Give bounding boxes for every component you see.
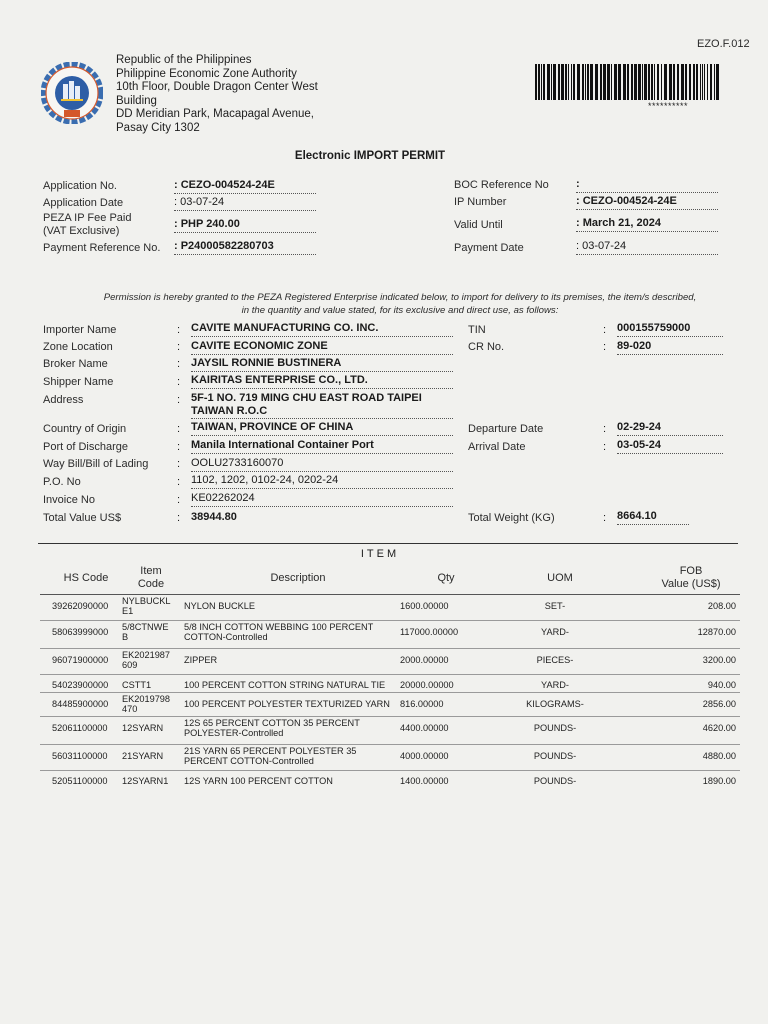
address-line: 5F-1 NO. 719 MING CHU EAST ROAD TAIPEI xyxy=(191,392,422,404)
permission-statement xyxy=(40,292,760,317)
header-line: Item xyxy=(140,565,162,577)
waybill-value: OOLU2733160070 xyxy=(191,457,453,472)
ip-number-label: IP Number xyxy=(454,196,507,208)
address-value xyxy=(191,392,453,419)
item-code-cell: E1 xyxy=(122,606,134,616)
qty-cell: 1400.00000 xyxy=(400,776,449,786)
description-cell: COTTON-Controlled xyxy=(184,632,268,642)
form-code: EZO.F.012 xyxy=(697,38,750,50)
colon: : xyxy=(603,341,607,353)
valid-until-label: Valid Until xyxy=(454,219,503,231)
document-title: Electronic IMPORT PERMIT xyxy=(294,150,446,162)
table-row-divider xyxy=(40,692,740,693)
uom-cell: PIECES- xyxy=(536,655,574,665)
uom-cell: POUNDS- xyxy=(533,776,577,786)
hs-code-cell: 84485900000 xyxy=(52,699,109,709)
header-qty: Qty xyxy=(437,572,455,584)
items-title: ITEM xyxy=(360,548,400,560)
total-weight-label: Total Weight (KG) xyxy=(468,512,555,524)
tin-value: 000155759000 xyxy=(617,322,723,337)
hs-code-cell: 54023900000 xyxy=(52,680,109,690)
payment-ref-label: Payment Reference No. xyxy=(43,242,161,254)
uom-cell: YARD- xyxy=(541,627,569,637)
permission-line: Permission is hereby granted to the PEZA Registered Enterprise indicated below, to import for delivery to its premises, the item/s described, xyxy=(103,292,697,303)
item-code-cell: 470 xyxy=(122,704,138,714)
importer-label: Importer Name xyxy=(43,324,117,336)
description-cell: 100 PERCENT COTTON STRING NATURAL TIE xyxy=(184,680,386,690)
origin-label: Country of Origin xyxy=(43,423,127,435)
fob-value-cell: 12870.00 xyxy=(697,627,736,637)
authority-address xyxy=(116,54,356,136)
uom-cell: KILOGRAMS- xyxy=(526,699,584,709)
uom-cell: YARD- xyxy=(541,680,569,690)
item-code-cell: 5/8CTNWE xyxy=(122,622,169,632)
table-row-divider xyxy=(40,770,740,771)
header-line: FOB xyxy=(679,565,703,577)
zone-value: CAVITE ECONOMIC ZONE xyxy=(191,340,453,355)
header-description: Description xyxy=(270,572,326,584)
importer-value: CAVITE MANUFACTURING CO. INC. xyxy=(191,322,453,337)
item-code-cell: 12SYARN1 xyxy=(122,776,169,786)
waybill-label: Way Bill/Bill of Lading xyxy=(43,458,149,470)
hs-code-cell: 96071900000 xyxy=(52,655,109,665)
broker-label: Broker Name xyxy=(43,358,108,370)
header-item-code xyxy=(120,565,182,591)
total-value-value: 38944.80 xyxy=(191,511,237,523)
colon: : xyxy=(177,441,181,453)
qty-cell: 117000.00000 xyxy=(400,627,459,637)
fob-value-cell: 4880.00 xyxy=(702,751,736,761)
hs-code-cell: 56031100000 xyxy=(52,751,108,761)
hs-code-cell: 39262090000 xyxy=(52,601,109,611)
application-no-value: : CEZO-004524-24E xyxy=(174,179,316,194)
item-code-cell: NYLBUCKL xyxy=(122,596,171,606)
description-cell: 100 PERCENT POLYESTER TEXTURIZED YARN xyxy=(184,699,390,709)
address-line: 10th Floor, Double Dragon Center West xyxy=(116,81,318,94)
table-row-divider xyxy=(40,620,740,621)
description-cell: 5/8 INCH COTTON WEBBING 100 PERCENT xyxy=(184,622,374,632)
arrival-value: 03-05-24 xyxy=(617,439,723,454)
cr-value: 89-020 xyxy=(617,340,723,355)
shipper-value: KAIRITAS ENTERPRISE CO., LTD. xyxy=(191,374,453,389)
colon: : xyxy=(603,441,607,453)
colon: : xyxy=(603,324,607,336)
address-label: Address xyxy=(43,394,84,406)
qty-cell: 1600.00000 xyxy=(400,601,449,611)
port-value: Manila International Container Port xyxy=(191,439,453,454)
address-line: DD Meridian Park, Macapagal Avenue, xyxy=(116,108,314,121)
origin-value: TAIWAN, PROVINCE OF CHINA xyxy=(191,421,453,436)
item-code-cell: 609 xyxy=(122,660,138,670)
colon: : xyxy=(177,476,181,488)
broker-value: JAYSIL RONNIE BUSTINERA xyxy=(191,357,453,372)
qty-cell: 4000.00000 xyxy=(400,751,449,761)
application-date-value: : 03-07-24 xyxy=(174,196,316,211)
tin-label: TIN xyxy=(468,324,486,336)
item-code-cell: 21SYARN xyxy=(122,751,164,761)
hs-code-cell: 52061100000 xyxy=(52,723,108,733)
description-cell: 12S 65 PERCENT COTTON 35 PERCENT xyxy=(184,718,360,728)
colon: : xyxy=(177,341,181,353)
description-cell: NYLON BUCKLE xyxy=(184,601,255,611)
uom-cell: SET- xyxy=(544,601,566,611)
fob-value-cell: 1890.00 xyxy=(702,776,736,786)
address-line: TAIWAN R.O.C xyxy=(191,405,268,417)
colon: : xyxy=(177,512,181,524)
description-cell: 21S YARN 65 PERCENT POLYESTER 35 xyxy=(184,746,357,756)
peza-seal-logo xyxy=(41,62,103,124)
fob-value-cell: 4620.00 xyxy=(702,723,736,733)
description-cell: POLYESTER-Controlled xyxy=(184,728,284,738)
item-code-cell: EK2021987 xyxy=(122,650,171,660)
po-label: P.O. No xyxy=(43,476,81,488)
table-row-divider xyxy=(40,674,740,675)
departure-value: 02-29-24 xyxy=(617,421,723,436)
table-header-rule xyxy=(40,594,740,595)
colon: : xyxy=(177,358,181,370)
item-code-cell: EK2019798 xyxy=(122,694,171,704)
item-code-cell: 12SYARN xyxy=(122,723,164,733)
fob-value-cell: 2856.00 xyxy=(702,699,736,709)
table-row-divider xyxy=(40,744,740,745)
colon: : xyxy=(177,394,181,406)
total-value-label: Total Value US$ xyxy=(43,512,122,524)
po-value: 1102, 1202, 0102-24, 0202-24 xyxy=(191,474,453,489)
total-weight-value: 8664.10 xyxy=(617,510,689,525)
fob-value-cell: 208.00 xyxy=(707,601,736,611)
fee-value: : PHP 240.00 xyxy=(174,218,316,233)
port-label: Port of Discharge xyxy=(43,441,128,453)
description-cell: PERCENT COTTON-Controlled xyxy=(184,756,314,766)
header-line: Code xyxy=(137,578,165,590)
colon: : xyxy=(603,512,607,524)
payment-ref-value: : P24000582280703 xyxy=(174,240,316,255)
header-fob-value xyxy=(648,565,734,591)
address-line: Building xyxy=(116,94,157,107)
item-code-cell: B xyxy=(122,632,129,642)
fee-label-line: (VAT Exclusive) xyxy=(43,225,120,237)
barcode xyxy=(535,64,721,100)
boc-ref-value: : xyxy=(576,178,718,193)
fob-value-cell: 940.00 xyxy=(707,680,736,690)
cr-label: CR No. xyxy=(468,341,505,353)
fee-label-line: PEZA IP Fee Paid xyxy=(43,212,132,224)
hs-code-cell: 52051100000 xyxy=(52,776,108,786)
invoice-value: KE02262024 xyxy=(191,492,453,507)
fob-value-cell: 3200.00 xyxy=(702,655,736,665)
arrival-label: Arrival Date xyxy=(468,441,526,453)
hs-code-cell: 58063999000 xyxy=(52,627,109,637)
qty-cell: 20000.00000 xyxy=(400,680,454,690)
fee-label xyxy=(43,212,131,238)
colon: : xyxy=(177,324,181,336)
header-uom: UOM xyxy=(547,572,573,584)
divider xyxy=(38,543,738,544)
boc-ref-label: BOC Reference No xyxy=(454,179,549,191)
description-cell: ZIPPER xyxy=(184,655,218,665)
colon: : xyxy=(177,458,181,470)
colon: : xyxy=(603,423,607,435)
description-cell: 12S YARN 100 PERCENT COTTON xyxy=(184,776,333,786)
application-date-label: Application Date xyxy=(43,197,124,209)
valid-until-value: : March 21, 2024 xyxy=(576,217,718,232)
item-code-cell: CSTT1 xyxy=(122,680,152,690)
barcode-caption: ********** xyxy=(648,101,689,111)
colon: : xyxy=(177,423,181,435)
qty-cell: 2000.00000 xyxy=(400,655,449,665)
shipper-label: Shipper Name xyxy=(43,376,114,388)
qty-cell: 4400.00000 xyxy=(400,723,449,733)
invoice-label: Invoice No xyxy=(43,494,95,506)
address-line: Philippine Economic Zone Authority xyxy=(116,67,297,80)
colon: : xyxy=(177,376,181,388)
header-hs-code: HS Code xyxy=(63,572,109,584)
application-no-label: Application No. xyxy=(43,180,117,192)
zone-label: Zone Location xyxy=(43,341,113,353)
departure-label: Departure Date xyxy=(468,423,544,435)
qty-cell: 816.00000 xyxy=(400,699,444,709)
table-row-divider xyxy=(40,716,740,717)
uom-cell: POUNDS- xyxy=(533,751,577,761)
ip-number-value: : CEZO-004524-24E xyxy=(576,195,718,210)
address-line: Pasay City 1302 xyxy=(116,121,200,134)
colon: : xyxy=(177,494,181,506)
address-line: Republic of the Philippines xyxy=(116,54,252,66)
payment-date-value: : 03-07-24 xyxy=(576,240,718,255)
table-row-divider xyxy=(40,648,740,649)
payment-date-label: Payment Date xyxy=(454,242,524,254)
uom-cell: POUNDS- xyxy=(533,723,577,733)
permission-line: in the quantity and value stated, for its exclusive and direct use, as follows: xyxy=(241,304,559,316)
header-line: Value (US$) xyxy=(661,578,721,590)
